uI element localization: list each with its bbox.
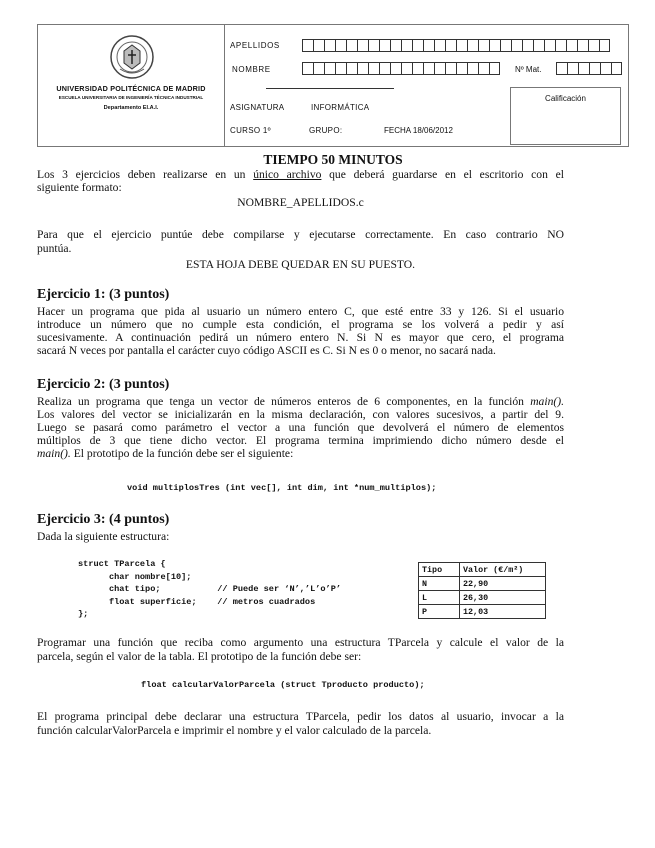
table-row [419,591,546,605]
fecha-label: FECHA 18/06/2012 [384,126,453,135]
table-cell: L [419,591,460,605]
school-name: ESCUELA UNIVERSITARIA DE INGENIERÍA TÉCNICA INDUSTRIAL [58,95,204,100]
table-header-cell: Valor (€/m²) [460,563,546,577]
struct-tparcela-code [78,558,341,621]
exercise-2-line: múltiplos de 3 que tiene dicho vector. El programa termina imprimiendo dicho número desde el [37,434,564,447]
asignatura-label: ASIGNATURA [230,103,285,112]
exercise-1-line: introduce un número que no cumple esta condición, el programa se los volverá a pedir y así [37,318,564,331]
code-line: }; [78,609,89,619]
exercise-1-line: Hacer un programa que pida al usuario un número entero C, que esté entre 33 y 126. Si el usuario [37,305,564,318]
university-name: UNIVERSIDAD POLITÉCNICA DE MADRID [56,84,206,93]
apellidos-field[interactable] [302,39,610,52]
price-table [418,562,546,619]
compile-note-line: puntúa. [37,242,72,255]
intro-paragraph-line: siguiente formato: [37,181,122,194]
exercise-2-line: Luego se pasará como parámetro el vector a una función que devolverá el número de elementos [37,421,564,434]
table-cell: 12,03 [460,605,546,619]
calificacion-box[interactable] [510,87,621,145]
exercise-1-line: sucesivamente. A continuación pedirá un número entero N. Si N es mayor que cero, el programa [37,331,564,344]
nmat-field[interactable] [556,62,622,75]
code-line: struct TParcela { [78,559,166,569]
nombre-label: NOMBRE [232,65,271,74]
table-row [419,577,546,591]
nmat-label: Nº Mat. [515,65,542,74]
asignatura-value: INFORMÁTICA [311,103,370,112]
code-line: float superficie; // metros cuadrados [78,596,316,607]
page-title: TIEMPO 50 MINUTOS [263,152,403,167]
table-cell: P [419,605,460,619]
exercise-1-heading: Ejercicio 1: (3 puntos) [37,287,170,302]
exercise-1-line: sacará N veces por pantalla el carácter cuyo código ASCII es C. Si N es 0 o menor, no sacará nada. [37,344,496,357]
university-block [38,25,225,146]
signature-line [266,88,394,89]
code-line: char nombre[10]; [78,571,192,582]
exam-header [37,24,629,147]
code-line: chat tipo; // Puede ser ‘N’,’L’o’P’ [78,584,342,594]
calificacion-label: Calificación [545,94,586,103]
exercise-2-line: main(). El prototipo de la función debe ser el siguiente: [37,447,294,460]
table-cell: 22,90 [460,577,546,591]
underlined-text: único archivo [253,168,322,181]
exercise-3-heading: Ejercicio 3: (4 puntos) [37,512,170,527]
table-row [419,605,546,619]
exercise-2-line: Realiza un programa que tenga un vector de números enteros de 6 componentes, en la función main(). [37,395,564,408]
table-cell: N [419,577,460,591]
compile-note-line: Para que el ejercicio puntúe debe compilarse y ejecutarse correctamente. En caso contrario NO [37,228,564,241]
exercise-3-line: El programa principal debe declarar una estructura TParcela, pedir los datos al usuario, invocar a la [37,710,564,723]
apellidos-label: APELLIDOS [230,41,280,50]
exercise-3-intro: Dada la siguiente estructura: [37,530,170,543]
curso-label: CURSO 1º [230,126,271,135]
table-header-cell: Tipo [419,563,460,577]
university-seal-icon [108,33,156,81]
exercise-2-line: Los valores del vector se inicializarán en la misma declaración, con valores sucesivos, a partir del 9. [37,408,564,421]
exercise-2-heading: Ejercicio 2: (3 puntos) [37,377,170,392]
exercise-3-line: función calcularValorParcela e imprimir el nombre y el valor calculado de la parcela. [37,724,432,737]
filename-format: NOMBRE_APELLIDOS.c [237,196,364,209]
prototype-multiplos-tres: void multiplosTres (int vec[], int dim, int *num_multiplos); [127,483,437,493]
notice-text: ESTA HOJA DEBE QUEDAR EN SU PUESTO. [185,258,416,271]
department-name: Departamento El.A.I. [103,105,159,111]
nombre-field[interactable] [302,62,500,75]
prototype-calcular-valor: float calcularValorParcela (struct Tproducto producto); [141,680,425,690]
intro-paragraph-line: Los 3 ejercicios deben realizarse en un único archivo que deberá guardarse en el escritorio con el [37,168,564,181]
table-header-row [419,563,546,577]
grupo-label: GRUPO: [309,126,343,135]
table-cell: 26,30 [460,591,546,605]
exercise-3-line: Programar una función que reciba como argumento una estructura TParcela y calcule el valor de la [37,636,564,649]
exercise-3-line: parcela, según el valor de la tabla. El prototipo de la función debe ser: [37,650,362,663]
